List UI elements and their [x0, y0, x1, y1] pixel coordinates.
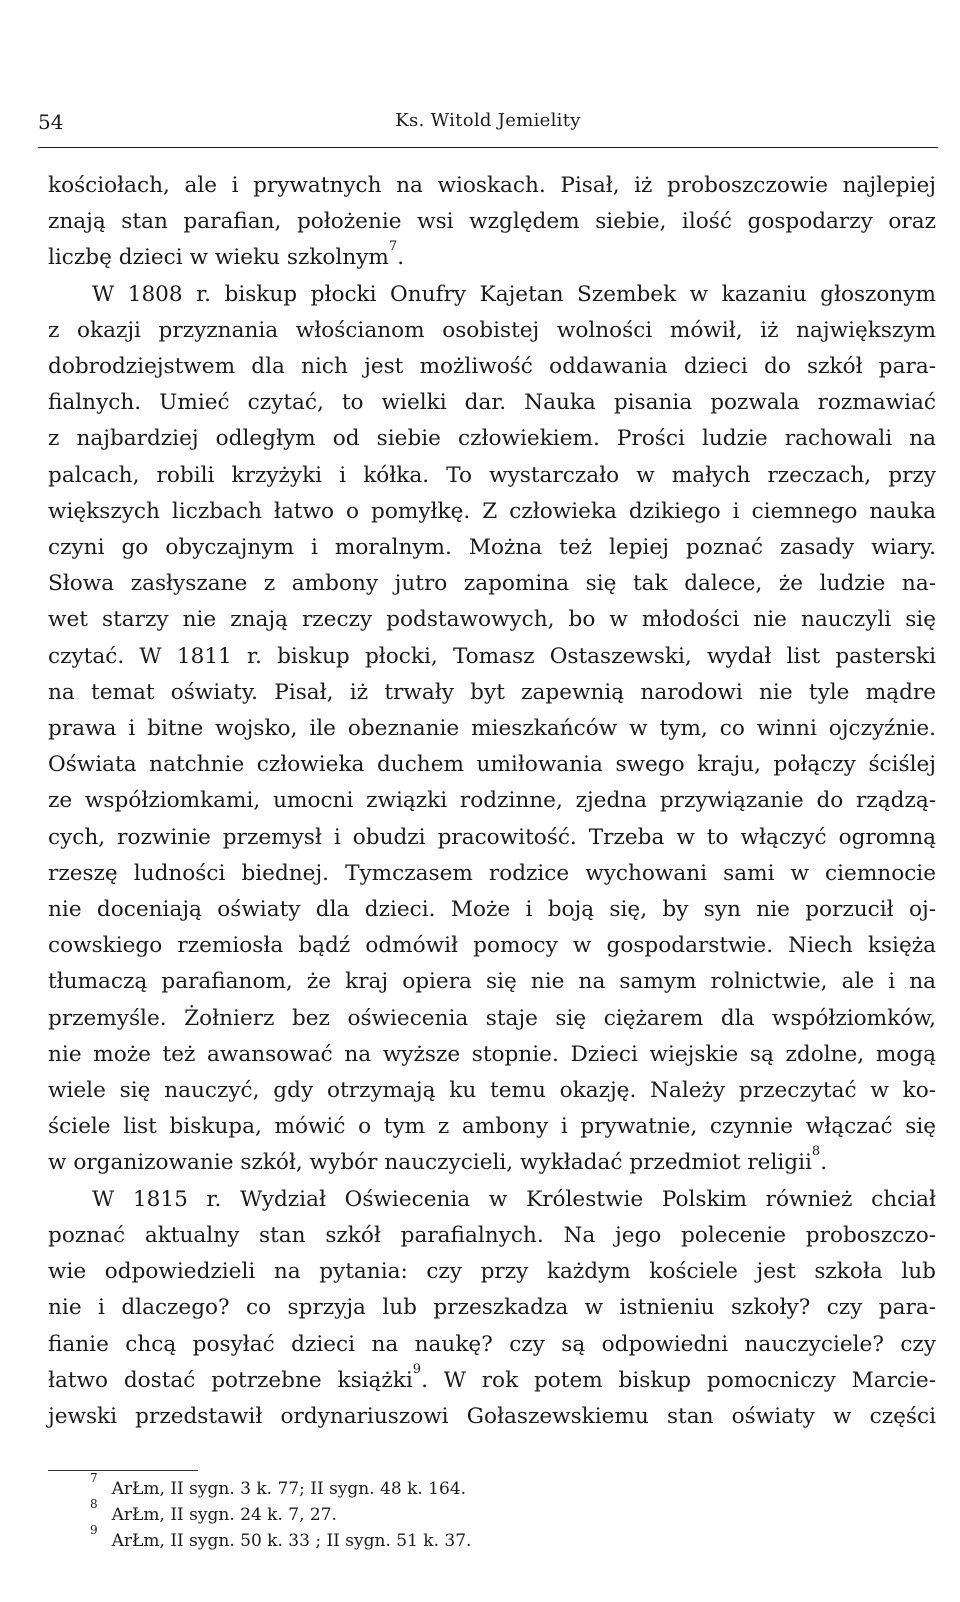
body-text [48, 168, 936, 1435]
text-line: W 1815 r. Wydział Oświecenia w Królestwie Polskim również chciał [92, 1186, 936, 1212]
text-line: czyni go obyczajnym i moralnym. Można też lepiej poznać zasady wiary. [48, 535, 936, 561]
footnote-text: ArŁm, II sygn. 24 k. 7, 27. [111, 1505, 337, 1525]
footnote-ref-8: 8 [811, 1144, 821, 1160]
text-line: tłumaczą parafianom, że kraj opiera się nie na samym rolnictwie, ale i na [48, 969, 936, 995]
text-line [48, 1145, 936, 1181]
text-line: jewski przedstawił ordynariuszowi Gołaszewskiemu stan oświaty w części [48, 1403, 936, 1429]
text-segment: . [820, 1150, 828, 1176]
text-segment: . W rok potem biskup pomocniczy Marcie- [421, 1367, 936, 1393]
text-line: ściele list biskupa, mówić o tym z ambony i prywatnie, czynnie włączać się [48, 1114, 936, 1140]
text-segment: w organizowanie szkół, wybór nauczycieli, wykładać przedmiot religii [48, 1150, 812, 1176]
footnote-text: ArŁm, II sygn. 50 k. 33 ; II sygn. 51 k. 37. [111, 1531, 472, 1551]
footnote-ref-9: 9 [412, 1361, 422, 1377]
text-line: fianie chcą posyłać dzieci na naukę? czy są odpowiedni nauczyciele? czy [48, 1331, 936, 1357]
text-line: kościołach, ale i prywatnych na wioskach. Pisał, iż proboszczowie najlepiej [48, 173, 936, 198]
text-segment: . [397, 245, 405, 271]
text-line: Słowa zasłyszane z ambony jutro zapomina się tak dalece, że ludzie na- [48, 571, 936, 597]
footnote-ref-7: 7 [388, 239, 398, 255]
footnote-rule [48, 1470, 198, 1471]
text-line: wie odpowiedzieli na pytania: czy przy każdym kościele jest szkoła lub [48, 1259, 936, 1285]
running-head: Ks. Witold Jemielity [395, 110, 581, 131]
text-line: cych, rozwinie przemysł i obudzi pracowitość. Trzeba w to włączyć ogromną [48, 824, 936, 850]
text-line: palcach, robili krzyżyki i kółka. To wystarczało w małych rzeczach, przy [48, 462, 936, 488]
footnote-number: 7 [90, 1471, 98, 1486]
text-line: nie i dlaczego? co sprzyja lub przeszkadza w istnieniu szkoły? czy para- [48, 1295, 936, 1321]
text-line: na temat oświaty. Pisał, iż trwały byt zapewnią narodowi nie tyle mądre [48, 679, 936, 705]
text-segment: łatwo dostać potrzebne książki [48, 1367, 413, 1393]
text-line: znają stan parafian, położenie wsi względem siebie, ilość gospodarzy oraz [48, 209, 936, 235]
text-line: większych liczbach łatwo o pomyłkę. Z człowieka dzikiego i ciemnego nauka [48, 498, 936, 524]
text-line [48, 1363, 936, 1399]
text-line: z najbardziej odległym od siebie człowiekiem. Prości ludzie rachowali na [48, 426, 936, 452]
text-line: wet starzy nie znają rzeczy podstawowych, bo w młodości nie nauczyli się [48, 607, 936, 633]
text-line: nie doceniają oświaty dla dzieci. Może i boją się, by syn nie porzucił oj- [48, 897, 936, 923]
footnotes [90, 1471, 790, 1554]
text-line [48, 240, 936, 276]
page-number: 54 [38, 110, 64, 134]
text-line: czytać. W 1811 r. biskup płocki, Tomasz Ostaszewski, wydał list pasterski [48, 643, 936, 669]
text-line: Oświata natchnie człowieka duchem umiłowania swego kraju, połączy ściślej [48, 752, 936, 778]
header-rule [38, 147, 938, 148]
text-line: dobrodziejstwem dla nich jest możliwość oddawania dzieci do szkół para- [48, 354, 936, 380]
text-line: z okazji przyznania włościanom osobistej wolności mówił, iż największym [48, 317, 936, 343]
text-line: nie może też awansować na wyższe stopnie. Dzieci wiejskie są zdolne, mogą [48, 1041, 936, 1067]
text-line: cowskiego rzemiosła bądź odmówił pomocy w gospodarstwie. Niech księża [48, 933, 936, 959]
text-line: przemyśle. Żołnierz bez oświecenia staje się ciężarem dla współziomków, [48, 1005, 936, 1031]
text-segment: liczbę dzieci w wieku szkolnym [48, 245, 389, 271]
page-header [38, 110, 938, 144]
text-line: W 1808 r. biskup płocki Onufry Kajetan Szembek w kazaniu głoszonym [92, 281, 936, 307]
footnote-8 [90, 1497, 790, 1528]
text-line: wiele się nauczyć, gdy otrzymają ku temu okazję. Należy przeczytać w ko- [48, 1078, 936, 1104]
footnote-7 [90, 1471, 790, 1502]
text-line: prawa i bitne wojsko, ile obeznanie mieszkańców w tym, co winni ojczyźnie. [48, 716, 936, 742]
footnote-number: 8 [90, 1497, 98, 1512]
footnote-number: 9 [90, 1523, 98, 1538]
text-line: fialnych. Umieć czytać, to wielki dar. Nauka pisania pozwala rozmawiać [48, 390, 936, 416]
footnote-text: ArŁm, II sygn. 3 k. 77; II sygn. 48 k. 164. [111, 1479, 467, 1499]
text-line: ze współziomkami, umocni związki rodzinne, zjedna przywiązanie do rządzą- [48, 788, 936, 814]
footnote-9 [90, 1523, 790, 1554]
text-line: rzeszę ludności biednej. Tymczasem rodzice wychowani sami w ciemnocie [48, 860, 936, 886]
text-line: poznać aktualny stan szkół parafialnych. Na jego polecenie proboszczo- [48, 1222, 936, 1248]
